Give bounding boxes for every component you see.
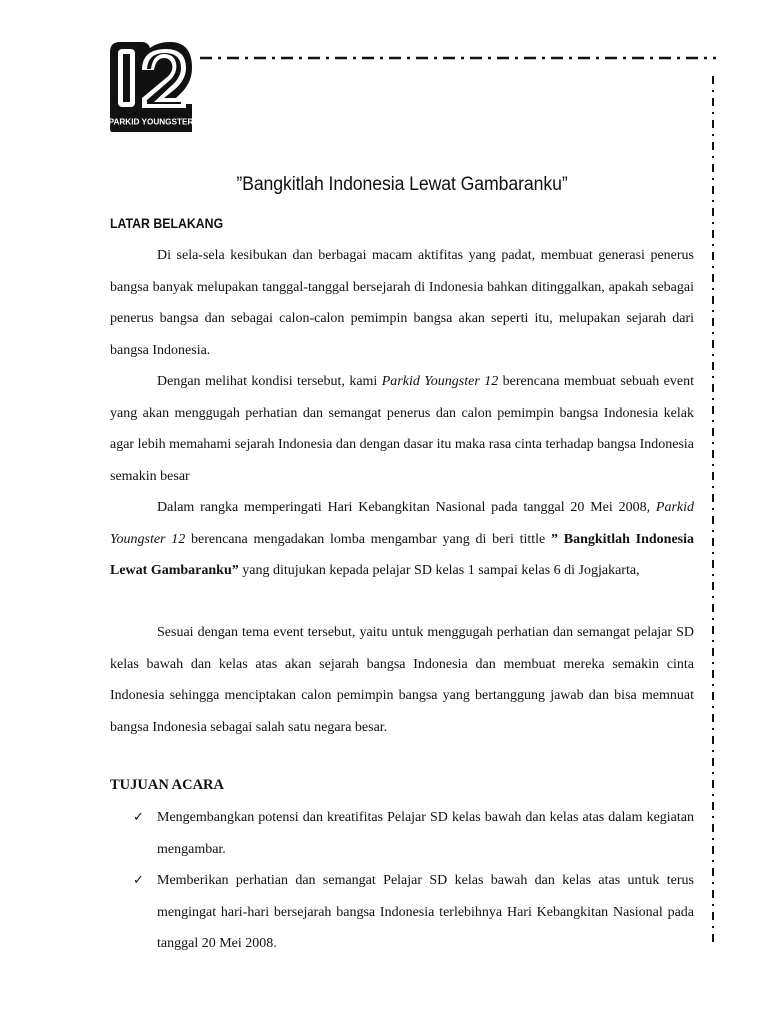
section-heading-tujuan-acara: TUJUAN ACARA (110, 777, 224, 793)
section-heading-latar-belakang: LATAR BELAKANG (110, 215, 224, 231)
paragraph-3-event-title: ” Bangkitlah Indonesia Lewat Gambaranku” (110, 531, 694, 578)
logo-caption: PARKID YOUNGSTER (108, 117, 194, 127)
paragraph-2 (110, 366, 694, 492)
paragraph-2-org-name: Parkid Youngster 12 (381, 374, 499, 389)
paragraph-3 (110, 492, 694, 587)
goals-list (130, 802, 694, 960)
decorative-border-top (200, 56, 716, 60)
checkmark-icon: ✓ (133, 873, 144, 888)
checkmark-icon: ✓ (133, 810, 144, 825)
decorative-border-right (710, 76, 716, 946)
document-title: ”Bangkitlah Indonesia Lewat Gambaranku” (236, 174, 568, 195)
goal-text: Memberikan perhatian dan semangat Pelajar SD kelas bawah dan kelas atas untuk terus mengingat hari-hari bersejarah bangsa Indonesia terlebihnya Hari Kebangkitan Nasional pada tanggal 20 Mei 2008. (157, 873, 694, 951)
parkid-youngster-12-logo (108, 40, 194, 134)
paragraph-3-text-end: yang ditujukan kepada pelajar SD kelas 1 sampai kelas 6 di Jogjakarta, (238, 563, 640, 578)
paragraph-3-text-start: Dalam rangka memperingati Hari Kebangkitan Nasional pada tanggal 20 Mei 2008, (157, 500, 656, 515)
paragraph-4: Sesuai dengan tema event tersebut, yaitu untuk menggugah perhatian dan semangat pelajar SD kelas bawah dan kelas atas akan sejarah bangsa Indonesia dan membuat mereka semakin cinta Indonesia sehingga menciptakan calon pemimpin bangsa yang bertanggung jawab dan bisa memnuat bangsa Indonesia sebagai salah satu negara besar. (110, 625, 694, 735)
goals-list-item (130, 802, 694, 865)
paragraph-3-org-name: Parkid Youngster 12 (110, 500, 694, 547)
paragraph-3-text-middle: berencana mengadakan lomba mengambar yang di beri tittle (185, 531, 552, 547)
paragraph-1: Di sela-sela kesibukan dan berbagai macam aktifitas yang padat, membuat generasi penerus bangsa banyak melupakan tanggal-tanggal bersejarah di Indonesia bahkan ditinggalkan, apakah sebagai penerus bangsa dan sebagai calon-calon pemimpin bangsa akan seperti itu, melupakan sejarah dari bangsa Indonesia. (110, 248, 694, 358)
paragraph-2-text-start: Dengan melihat kondisi tersebut, kami (157, 374, 382, 389)
goals-list-item (130, 865, 694, 960)
goal-text: Mengembangkan potensi dan kreatifitas Pelajar SD kelas bawah dan kelas atas dalam kegiatan mengambar. (157, 810, 694, 857)
paragraph-2-text-end: berencana membuat sebuah event yang akan menggugah perhatian dan semangat penerus dan calon pemimpin bangsa Indonesia kelak agar lebih memahami sejarah Indonesia dan dengan dasar itu maka rasa cinta terhadap bangsa Indonesia semakin besar (110, 374, 695, 484)
